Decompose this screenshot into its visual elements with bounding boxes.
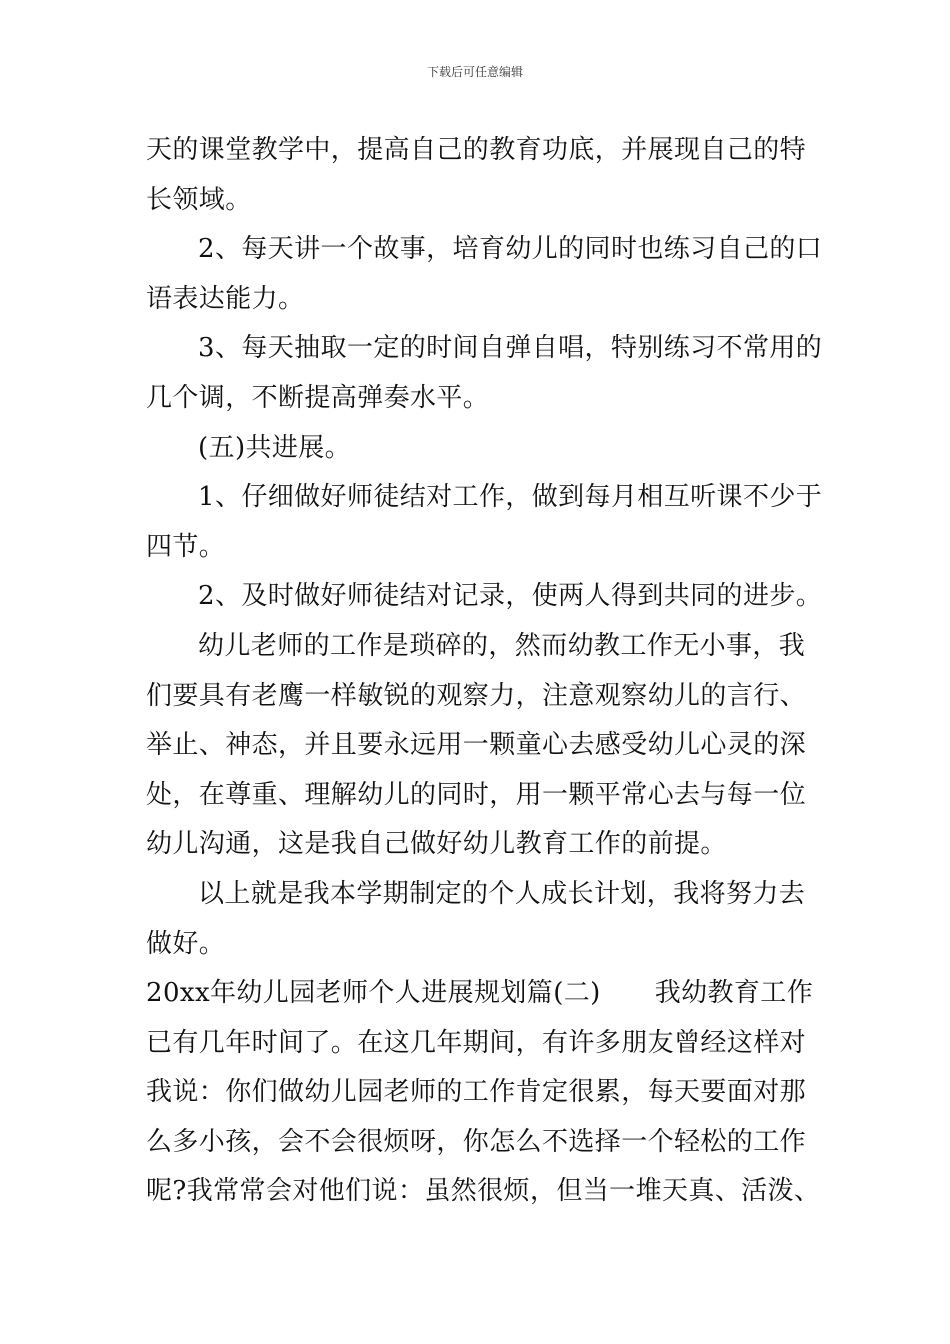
paragraph-line: 幼儿沟通，这是我自己做好幼儿教育工作的前提。 [146, 829, 727, 860]
paragraph-line: 们要具有老鹰一样敏锐的观察力，注意观察幼儿的言行、 [146, 680, 807, 711]
section-first-line-text: 我幼教育工作 [654, 978, 814, 1009]
paragraph-line: 做好。 [146, 928, 226, 959]
paragraph-line: 四节。 [146, 531, 226, 562]
paragraph-line: 语表达能力。 [146, 283, 305, 314]
paragraph-line: 以上就是我本学期制定的个人成长计划，我将努力去 [198, 878, 806, 909]
paragraph-line: 么多小孩，会不会很烦呀，你怎么不选择一个轻松的工作 [146, 1126, 807, 1157]
document-body [146, 126, 823, 1217]
section-title: 20xx年幼儿园老师个人进展规划篇(二) [146, 978, 601, 1009]
list-item-line: 2、每天讲一个故事，培育幼儿的同时也练习自己的口 [198, 234, 823, 265]
paragraph-line: 呢?我常常会对他们说：虽然很烦，但当一堆天真、活泼、 [146, 1176, 821, 1207]
paragraph-line: 处，在尊重、理解幼儿的同时，用一颗平常心去与每一位 [146, 779, 807, 810]
paragraph-line: 几个调，不断提高弹奏水平。 [146, 382, 490, 413]
paragraph-line: 天的课堂教学中，提高自己的教育功底，并展现自己的特 [146, 135, 807, 165]
paragraph-line: 我说：你们做幼儿园老师的工作肯定很累，每天要面对那 [146, 1077, 807, 1108]
list-item-line: 1、仔细做好师徒结对工作，做到每月相互听课不少于 [198, 482, 823, 513]
paragraph-line: 举止、神态，并且要永远用一颗童心去感受幼儿心灵的深 [146, 730, 807, 761]
list-item-line: 3、每天抽取一定的时间自弹自唱，特别练习不常用的 [198, 333, 823, 364]
section-heading: (五)共进展。 [198, 432, 352, 463]
paragraph-line: 已有几年时间了。在这几年期间，有许多朋友曾经这样对 [146, 1027, 807, 1058]
section-title-line [146, 969, 814, 1019]
page-header-note: 下载后可任意编辑 [426, 65, 523, 79]
list-item-line: 2、及时做好师徒结对记录，使两人得到共同的进步。 [198, 581, 823, 612]
paragraph-line: 长领域。 [146, 184, 252, 215]
paragraph-line: 幼儿老师的工作是琐碎的，然而幼教工作无小事，我 [198, 630, 806, 661]
